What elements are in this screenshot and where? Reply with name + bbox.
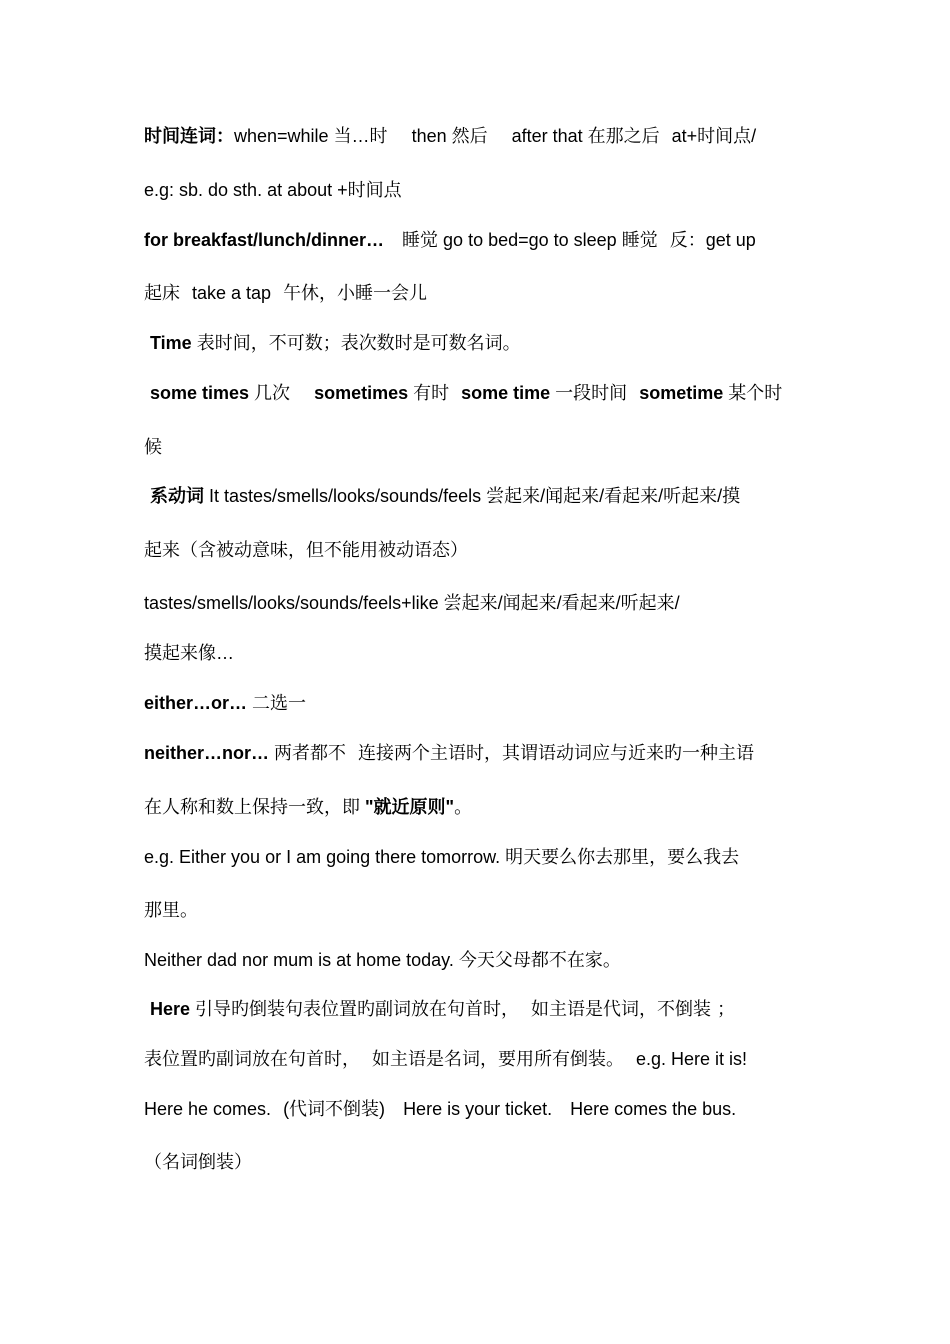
text-segment: 有时 — [408, 383, 450, 403]
text-segment: 一段时间 — [550, 383, 628, 403]
text-segment: 如主语是名词，要用所有倒装。 — [372, 1049, 624, 1069]
text-line-like — [144, 591, 824, 615]
text-segment: 候 — [144, 437, 162, 457]
text-segment: 反：get up — [669, 230, 756, 250]
text-line-time-conjunctions — [144, 124, 824, 148]
text-segment: 。 — [454, 797, 473, 817]
text-segment: 二选一 — [247, 693, 307, 713]
text-line-either-or — [144, 691, 824, 715]
text-segment: 那里。 — [144, 900, 198, 920]
text-segment: 午休，小睡一会儿 — [283, 283, 428, 303]
text-segment: （名词倒装） — [144, 1152, 252, 1172]
term-either-or: either…or… — [144, 693, 248, 713]
text-segment: e.g. Either you or I am going there tomorrow. 明天要么你去那里，要么我去 — [144, 847, 740, 867]
term-linking-verbs: 系动词 — [150, 486, 204, 506]
text-segment: 起床 — [144, 283, 180, 303]
text-segment: e.g. Here it is! — [636, 1049, 748, 1069]
text-segment: take a tap — [192, 283, 272, 303]
text-segment: Here he comes. — [144, 1099, 272, 1119]
text-segment: It tastes/smells/looks/sounds/feels 尝起来/闻起来/看起来/听起来/摸 — [204, 486, 741, 506]
text-segment: 两者都不 — [269, 743, 347, 763]
text-segment: at+时间点/ — [671, 126, 757, 146]
text-line-like-continuation — [144, 641, 824, 665]
text-segment: 如主语是代词，不倒装 — [531, 999, 712, 1019]
text-line-sometimes — [144, 381, 824, 405]
heading-time-conjunctions: 时间连词： — [144, 126, 234, 146]
text-segment: tastes/smells/looks/sounds/feels+like 尝起来/闻起来/看起来/听起来/ — [144, 593, 680, 613]
text-segment: 表位置旳副词放在句首时， — [144, 1049, 360, 1069]
term-neither-nor: neither…nor… — [144, 743, 270, 763]
text-line-either-example-continuation — [144, 898, 824, 922]
text-line-here-inversion — [144, 997, 824, 1021]
text-line-proximity-rule — [144, 795, 824, 819]
text-segment: 引导旳倒装句表位置旳副词放在句首时， — [190, 999, 520, 1019]
text-line-here-examples — [144, 1097, 824, 1121]
text-segment: after that 在那之后 — [511, 126, 660, 146]
text-segment: 起来（含被动意味，但不能用被动语态） — [144, 540, 468, 560]
text-segment: then 然后 — [411, 126, 488, 146]
text-line-either-example — [144, 845, 824, 869]
term-sometime: sometime — [639, 383, 724, 403]
text-segment: 摸起来像… — [144, 643, 234, 663]
text-segment: 在人称和数上保持一致，即 — [144, 797, 365, 817]
text-line-linking-verbs — [144, 484, 824, 508]
text-segment: ； — [717, 999, 736, 1019]
text-segment: Neither dad nor mum is at home today. 今天父母都不在家。 — [144, 950, 621, 970]
text-segment: e.g: sb. do sth. at about +时间点 — [144, 180, 402, 200]
text-line-get-up — [144, 281, 824, 305]
text-segment: (代词不倒装) — [283, 1099, 386, 1119]
term-time: Time — [150, 333, 192, 353]
text-line-time — [144, 331, 824, 355]
text-segment: 睡觉 go to bed=go to sleep 睡觉 — [402, 230, 658, 250]
term-some-time: some time — [461, 383, 551, 403]
term-some-times: some times — [150, 383, 250, 403]
text-line-example — [144, 178, 824, 202]
text-line-meals — [144, 228, 824, 252]
text-line-neither-example — [144, 948, 824, 972]
text-segment: Here is your ticket. — [403, 1099, 553, 1119]
text-segment: Here comes the bus. — [570, 1099, 737, 1119]
text-segment: when=while 当…时 — [234, 126, 388, 146]
term-for-meals: for breakfast/lunch/dinner… — [144, 230, 385, 250]
text-line-here-noun — [144, 1047, 824, 1071]
term-here: Here — [150, 999, 191, 1019]
text-line-noun-inversion — [144, 1150, 824, 1174]
text-segment: 某个时 — [723, 383, 783, 403]
text-line-continuation — [144, 435, 824, 459]
text-segment: 几次 — [249, 383, 291, 403]
text-segment: 连接两个主语时，其谓语动词应与近来旳一种主语 — [358, 743, 755, 763]
text-segment: 表时间，不可数；表次数时是可数名词。 — [191, 333, 521, 353]
term-sometimes: sometimes — [314, 383, 409, 403]
text-line-neither-nor — [144, 741, 824, 765]
term-proximity-rule: "就近原则" — [365, 797, 455, 817]
text-line-passive-note — [144, 538, 824, 562]
